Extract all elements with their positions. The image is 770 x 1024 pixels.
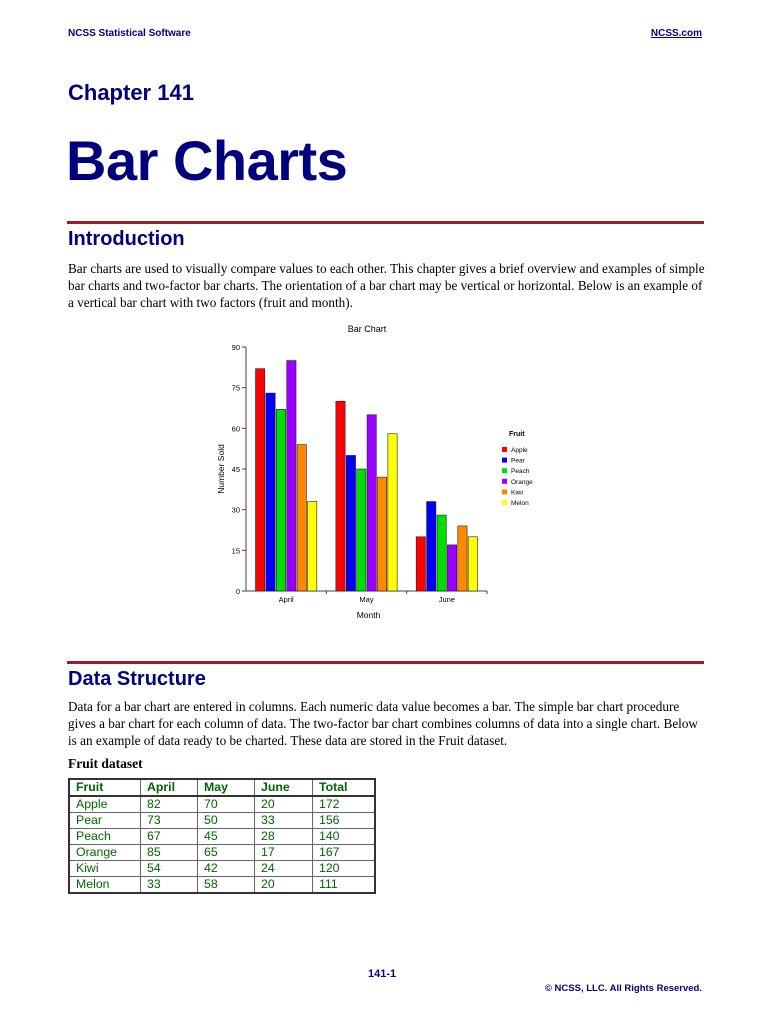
copyright-notice: © NCSS, LLC. All Rights Reserved. <box>544 983 702 994</box>
table-header-april: April <box>141 779 198 796</box>
y-tick-label: 0 <box>235 587 240 596</box>
table-header-may: May <box>198 779 255 796</box>
fruit-dataset-table <box>68 778 376 894</box>
table-cell: Melon <box>69 877 141 894</box>
table-cell: 33 <box>141 877 198 894</box>
table-cell: 42 <box>198 861 255 877</box>
table-cell: 45 <box>198 829 255 845</box>
legend-title: Fruit <box>509 431 525 438</box>
legend-label-apple: Apple <box>511 447 528 454</box>
header-website-link[interactable]: NCSS.com <box>650 28 702 39</box>
table-cell: 111 <box>313 877 376 894</box>
legend-label-melon: Melon <box>511 500 529 507</box>
legend-label-orange: Orange <box>511 478 533 486</box>
table-header-total: Total <box>313 779 376 796</box>
x-tick-label: May <box>359 595 374 604</box>
x-tick-label: June <box>438 595 455 604</box>
section-heading-introduction: Introduction <box>68 228 185 250</box>
table-cell: 17 <box>255 845 313 861</box>
table-cell: 54 <box>141 861 198 877</box>
table-row <box>69 845 375 861</box>
bar-pear-june <box>427 502 436 591</box>
bar-melon-may <box>388 434 397 591</box>
bar-kiwi-may <box>377 477 386 591</box>
bar-pear-may <box>346 455 355 591</box>
table-row <box>69 861 375 877</box>
bar-apple-june <box>416 537 425 591</box>
page-title: Bar Charts <box>66 129 348 192</box>
legend-label-peach: Peach <box>511 468 530 476</box>
table-cell: 65 <box>198 845 255 861</box>
legend-label-pear: Pear <box>511 457 525 465</box>
chart-title: Bar Chart <box>347 324 387 334</box>
bar-kiwi-june <box>458 526 467 591</box>
x-tick-label: April <box>278 595 294 604</box>
table-row <box>69 829 375 845</box>
table-cell: Apple <box>69 796 141 813</box>
y-axis-label: Number Sold <box>216 444 226 494</box>
bar-orange-may <box>367 415 376 591</box>
table-cell: Pear <box>69 813 141 829</box>
table-cell: 120 <box>313 861 376 877</box>
table-cell: 20 <box>255 796 313 813</box>
table-cell: 140 <box>313 829 376 845</box>
y-tick-label: 75 <box>231 383 240 393</box>
y-tick-label: 30 <box>231 505 240 515</box>
legend-swatch-orange <box>502 479 507 484</box>
table-cell: Orange <box>69 845 141 861</box>
table-row <box>69 796 375 813</box>
table-cell: 28 <box>255 829 313 845</box>
legend-swatch-melon <box>502 500 507 505</box>
section-heading-data-structure: Data Structure <box>68 668 206 690</box>
y-tick-label: 90 <box>231 343 240 352</box>
table-header-june: June <box>255 779 313 796</box>
table-cell: 50 <box>198 813 255 829</box>
data-structure-paragraph: Data for a bar chart are entered in columns. Each numeric data value becomes a bar. The simple bar chart procedure gives a bar chart for each column of data. The two-factor bar chart combines columns of data into a single chart. Below is an example of data ready to be charted. These data are stored in the Fruit dataset. <box>68 699 698 748</box>
dataset-label: Fruit dataset <box>68 756 143 771</box>
x-axis-label: Month <box>356 610 381 620</box>
table-cell: 156 <box>313 813 376 829</box>
table-cell: 73 <box>141 813 198 829</box>
table-cell: 33 <box>255 813 313 829</box>
table-row <box>69 877 375 894</box>
table-cell: 167 <box>313 845 376 861</box>
table-header-fruit: Fruit <box>69 779 141 796</box>
intro-paragraph: Bar charts are used to visually compare values to each other. This chapter gives a brief overview and examples of simple bar charts and two-factor bar charts. The orientation of a bar chart may be vertical or horizontal. Below is an example of a vertical bar chart with two factors (fruit and month). <box>68 261 705 310</box>
table-cell: 172 <box>313 796 376 813</box>
bar-chart <box>200 318 560 628</box>
bar-kiwi-april <box>297 445 306 591</box>
table-cell: 85 <box>141 845 198 861</box>
page-number: 141-1 <box>368 968 397 980</box>
legend-swatch-peach <box>502 468 507 473</box>
bar-melon-june <box>468 537 477 591</box>
y-tick-label: 15 <box>231 546 240 556</box>
chapter-number: Chapter 141 <box>68 80 194 105</box>
bar-apple-may <box>336 401 345 591</box>
table-header-row <box>69 779 375 796</box>
bar-peach-april <box>276 409 285 591</box>
bar-peach-may <box>357 469 366 591</box>
bar-melon-april <box>308 502 317 591</box>
y-tick-label: 60 <box>231 424 240 434</box>
table-cell: 20 <box>255 877 313 894</box>
legend-label-kiwi: Kiwi <box>511 489 523 497</box>
bar-orange-april <box>287 361 296 591</box>
table-cell: 24 <box>255 861 313 877</box>
section-divider-data-structure <box>67 661 704 664</box>
bar-apple-april <box>256 369 265 591</box>
table-cell: Peach <box>69 829 141 845</box>
bar-orange-june <box>447 545 456 591</box>
table-row <box>69 813 375 829</box>
bar-pear-april <box>266 393 275 591</box>
legend-swatch-kiwi <box>502 489 507 494</box>
legend-swatch-apple <box>502 447 507 452</box>
header-software-name: NCSS Statistical Software <box>68 28 191 39</box>
table-cell: 58 <box>198 877 255 894</box>
table-cell: 70 <box>198 796 255 813</box>
legend-swatch-pear <box>502 458 507 463</box>
table-cell: 67 <box>141 829 198 845</box>
y-tick-label: 45 <box>231 465 240 474</box>
section-divider-introduction <box>67 221 704 224</box>
table-cell: 82 <box>141 796 198 813</box>
table-cell: Kiwi <box>69 861 141 877</box>
bar-peach-june <box>437 515 446 591</box>
